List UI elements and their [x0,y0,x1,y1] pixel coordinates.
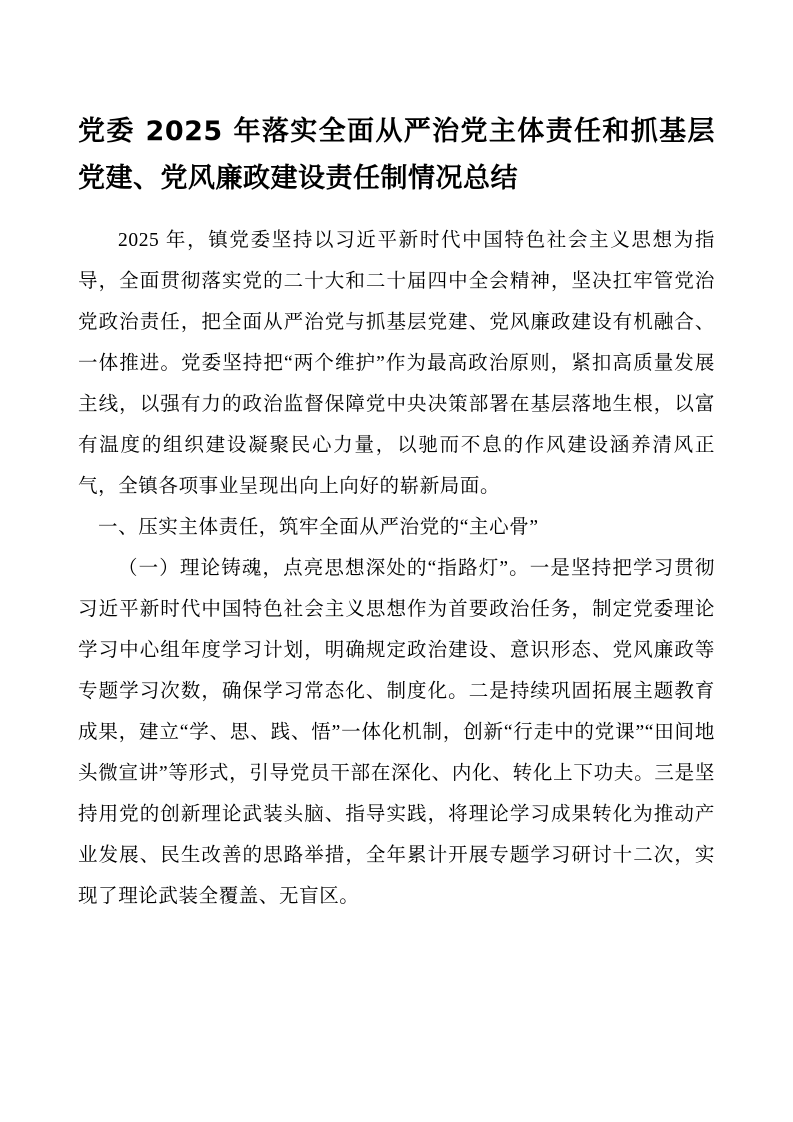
document-body [78,220,715,917]
page-title: 党委 2025 年落实全面从严治党主体责任和抓基层党建、党风廉政建设责任制情况总结 [78,116,715,194]
paragraph-section-1-1: （一）理论铸魂，点亮思想深处的“指路灯”。一是坚持把学习贯彻习近平新时代中国特色社会主义思想作为首要政治任务，制定党委理论学习中心组年度学习计划，明确规定政治建设、意识形态、党风廉政等专题学习次数，确保学习常态化、制度化。二是持续巩固拓展主题教育成果，建立“学、思、践、悟”一体化机制，创新“行走中的党课”“田间地头微宣讲”等形式，引导党员干部在深化、内化、转化上下功夫。三是坚持用党的创新理论武装头脑、指导实践，将理论学习成果转化为推动产业发展、民生改善的思路举措，全年累计开展专题学习研讨十二次，实现了理论武装全覆盖、无盲区。 [78,558,715,907]
paragraph-intro: 2025 年，镇党委坚持以习近平新时代中国特色社会主义思想为指导，全面贯彻落实党的二十大和二十届四中全会精神，坚决扛牢管党治党政治责任，把全面从严治党与抓基层党建、党风廉政建设有机融合、一体推进。党委坚持把“两个维护”作为最高政治原则，紧扣高质量发展主线，以强有力的政治监督保障党中央决策部署在基层落地生根，以富有温度的组织建设凝聚民心力量，以驰而不息的作风建设涵养清风正气，全镇各项事业呈现出向上向好的崭新局面。 [78,230,715,497]
section-heading-1: 一、压实主体责任，筑牢全面从严治党的“主心骨” [98,517,539,538]
